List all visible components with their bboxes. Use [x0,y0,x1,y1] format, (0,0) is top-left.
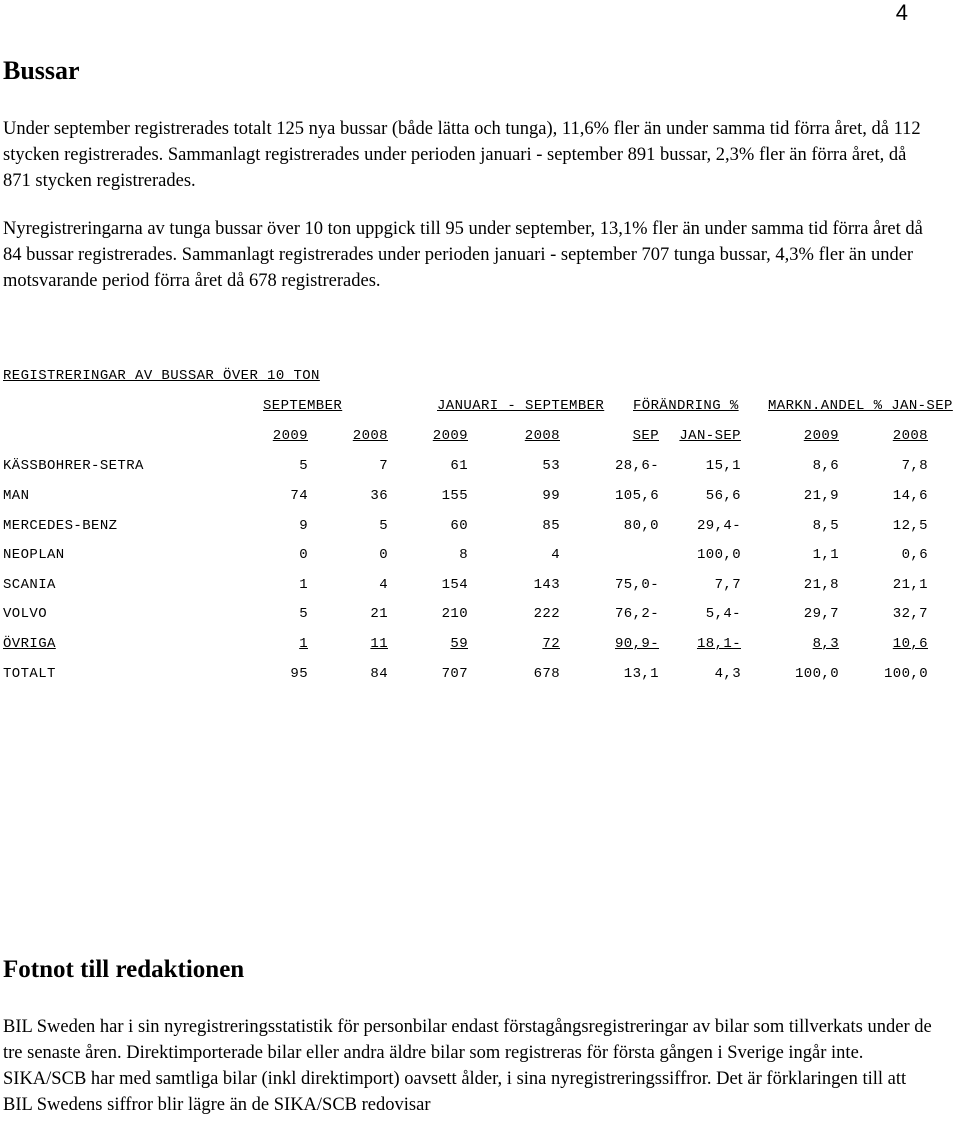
cell-jansep-2009: 155 [441,488,468,504]
cell-sep-2008: 36 [370,488,388,504]
row-label: MAN [3,488,30,504]
cell-share-2009: 1,1 [812,547,839,563]
intro-paragraph: Under september registrerades totalt 125 nya bussar (både lätta och tunga), 11,6% fler än under samma tid förra året, då 112 stycken registrerades. Sammanlagt registrerades under perioden januari - september 891 bussar, 2,3% fler än förra året, då 871 stycken registrerades. [3,119,921,191]
cell-change-jansep: 29,4- [696,518,741,534]
footnote-text: BIL Sweden har i sin nyregistreringsstatistik för personbilar endast förstagångsregistreringar av bilar som tillverkats under de tre senaste åren. Direktimporterade bilar eller andra äldre bilar som registreras för första gången i Sverige ingår inte. SIKA/SCB har med samtliga bilar (inkl direktimport) oavsett ålder, i sina nyregistreringssiffror. Det är förklaringen till att BIL Swedens siffror blir lägre än de SIKA/SCB redovisar [3,1017,932,1115]
cell-jansep-2008: 222 [533,606,560,622]
cell-sep-2009: 9 [299,518,308,534]
cell-sep-2008: 11 [370,636,388,652]
cell-change-jansep: 100,0 [696,547,741,563]
cell-change-sep: 13,1 [623,666,659,682]
cell-change-sep: 75,0- [614,577,659,593]
row-label: SCANIA [3,577,56,593]
cell-change-sep: 76,2- [614,606,659,622]
cell-sep-2008: 84 [370,666,388,682]
cell-sep-2009: 95 [290,666,308,682]
heavy-bus-paragraph: Nyregistreringarna av tunga bussar över 10 ton uppgick till 95 under september, 13,1% fler än under samma tid förra året då 84 bussar registrerades. Sammanlagt registrerades under perioden januari - september 707 tunga bussar, 4,3% fler än under motsvarande period förra året då 678 registrerades. [3,219,923,291]
col-header-sep-2009: 2009 [272,428,308,444]
cell-jansep-2008: 72 [542,636,560,652]
cell-share-2008: 14,6 [892,488,928,504]
col-header-jansep-2008: 2008 [524,428,560,444]
cell-sep-2009: 74 [290,488,308,504]
cell-share-2009: 21,9 [803,488,839,504]
cell-share-2008: 12,5 [892,518,928,534]
cell-sep-2009: 1 [299,577,308,593]
section-title: Bussar [3,56,80,85]
table-row-volvo [0,606,960,626]
group-header-change: FÖRÄNDRING % [633,398,739,414]
cell-jansep-2009: 59 [450,636,468,652]
col-header-share-2009: 2009 [803,428,839,444]
table-row-neoplan [0,547,960,567]
table-title: REGISTRERINGAR AV BUSSAR ÖVER 10 TON [3,368,320,384]
cell-share-2009: 8,5 [812,518,839,534]
cell-share-2009: 29,7 [803,606,839,622]
cell-jansep-2008: 4 [551,547,560,563]
cell-sep-2008: 4 [379,577,388,593]
col-header-change-sep: SEP [632,428,659,444]
cell-sep-2008: 5 [379,518,388,534]
row-label: TOTALT [3,666,56,682]
cell-change-jansep: 15,1 [705,458,741,474]
cell-jansep-2008: 678 [533,666,560,682]
cell-jansep-2009: 154 [441,577,468,593]
cell-jansep-2008: 85 [542,518,560,534]
cell-share-2008: 7,8 [901,458,928,474]
cell-share-2008: 21,1 [892,577,928,593]
group-header-row [0,398,960,418]
cell-sep-2008: 0 [379,547,388,563]
cell-jansep-2008: 53 [542,458,560,474]
cell-change-sep: 105,6 [614,488,659,504]
table-row-man [0,488,960,508]
page-number: 4 [895,0,908,25]
cell-share-2008: 32,7 [892,606,928,622]
cell-share-2009: 21,8 [803,577,839,593]
table-row-totalt [0,666,960,686]
cell-change-jansep: 7,7 [714,577,741,593]
col-header-change-jansep: JAN-SEP [679,428,741,444]
cell-change-jansep: 56,6 [705,488,741,504]
cell-change-jansep: 18,1- [696,636,741,652]
col-header-jansep-2009: 2009 [432,428,468,444]
col-header-sep-2008: 2008 [352,428,388,444]
cell-sep-2008: 21 [370,606,388,622]
cell-share-2009: 8,6 [812,458,839,474]
cell-jansep-2008: 143 [533,577,560,593]
cell-share-2008: 0,6 [901,547,928,563]
row-label: KÄSSBOHRER-SETRA [3,458,144,474]
group-header-market-share: MARKN.ANDEL % JAN-SEP [768,398,953,414]
cell-change-sep: 80,0 [623,518,659,534]
row-label: MERCEDES-BENZ [3,518,118,534]
table-row-ovriga [0,636,960,656]
column-header-row [0,428,960,448]
cell-change-jansep: 4,3 [714,666,741,682]
group-header-september: SEPTEMBER [263,398,343,414]
row-label: ÖVRIGA [3,636,56,652]
row-label: NEOPLAN [3,547,65,563]
cell-jansep-2009: 8 [459,547,468,563]
cell-sep-2009: 5 [299,606,308,622]
cell-share-2009: 100,0 [794,666,839,682]
cell-jansep-2008: 99 [542,488,560,504]
col-header-share-2008: 2008 [892,428,928,444]
cell-jansep-2009: 61 [450,458,468,474]
table-row-mercedes-benz [0,518,960,538]
cell-sep-2009: 1 [299,636,308,652]
cell-share-2008: 100,0 [883,666,928,682]
cell-change-jansep: 5,4- [705,606,741,622]
cell-sep-2008: 7 [379,458,388,474]
table-row-kassbohrer-setra [0,458,960,478]
cell-jansep-2009: 210 [441,606,468,622]
row-label: VOLVO [3,606,48,622]
table-row-scania [0,577,960,597]
cell-sep-2009: 5 [299,458,308,474]
cell-jansep-2009: 60 [450,518,468,534]
group-header-jan-sep: JANUARI - SEPTEMBER [437,398,605,414]
cell-jansep-2009: 707 [441,666,468,682]
cell-share-2008: 10,6 [892,636,928,652]
cell-share-2009: 8,3 [812,636,839,652]
cell-change-sep: 90,9- [614,636,659,652]
cell-sep-2009: 0 [299,547,308,563]
footnote-title: Fotnot till redaktionen [3,956,245,983]
cell-change-sep: 28,6- [614,458,659,474]
